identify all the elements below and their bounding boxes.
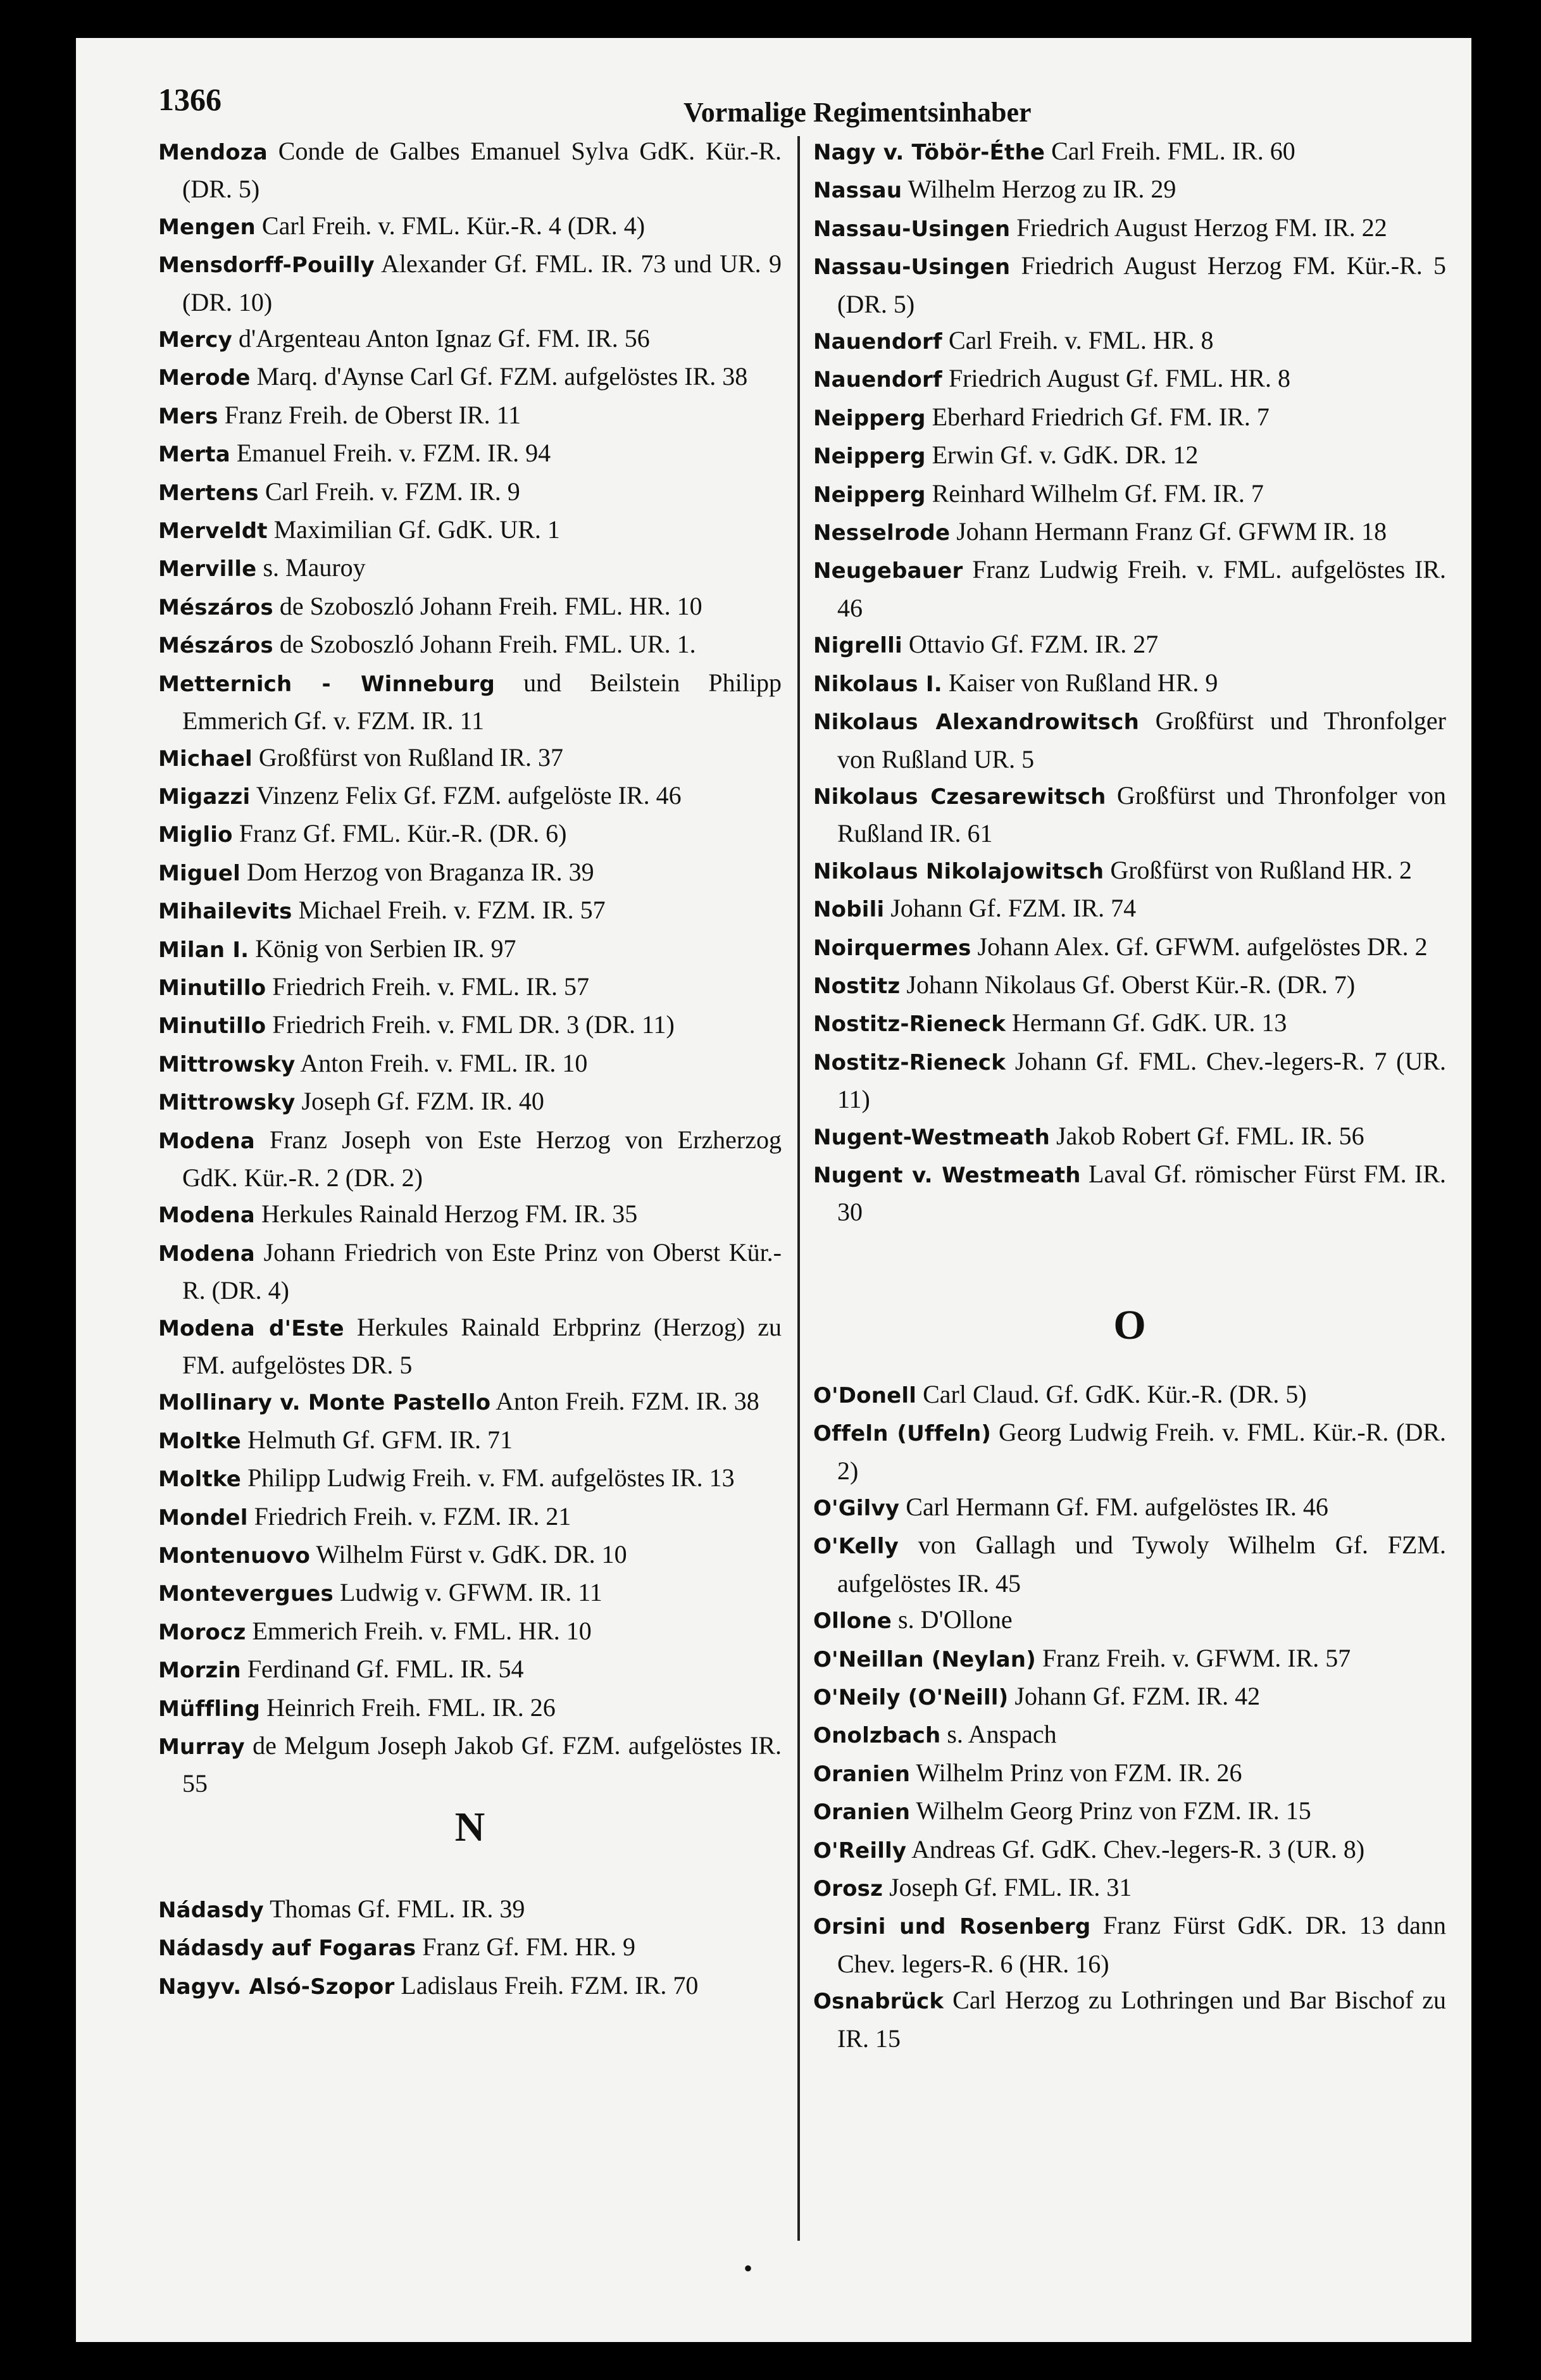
entry-headword: O'Neily (O'Neill): [813, 1685, 1009, 1711]
register-entry: [158, 1967, 782, 2005]
entry-headword: Merode: [158, 365, 251, 391]
entry-headword: Nobili: [813, 897, 885, 923]
register-entry: [158, 549, 782, 587]
entry-headword: Morocz: [158, 1619, 246, 1645]
entry-headword: Mészáros: [158, 594, 273, 620]
entry-headword: Merville: [158, 556, 257, 582]
register-entry: [813, 247, 1446, 322]
entry-text: Vinzenz Felix Gf. FZM. aufgelöste IR. 46: [256, 780, 682, 810]
register-entry: [813, 322, 1446, 360]
entry-text: Herkules Rainald Erbprinz (Herzog) zu FM. aufgelöstes DR. 5: [182, 1312, 782, 1379]
entry-text: Eberhard Friedrich Gf. FM. IR. 7: [932, 402, 1270, 431]
entry-headword: Michael: [158, 746, 253, 772]
entry-text: Franz Joseph von Este Herzog von Erzherzog GdK. Kür.-R. 2 (DR. 2): [182, 1125, 782, 1192]
register-entry: [158, 208, 782, 246]
register-entry: [158, 1651, 782, 1689]
entry-text: Thomas Gf. FML. IR. 39: [270, 1894, 525, 1923]
entry-text: Ludwig v. GFWM. IR. 11: [339, 1578, 602, 1607]
register-entry: [813, 626, 1446, 664]
left-column: [158, 133, 782, 2005]
register-entry: [158, 854, 782, 892]
register-entry: [813, 1793, 1446, 1831]
entry-headword: Nugent v. Westmeath: [813, 1162, 1081, 1188]
right-column: [813, 133, 1446, 2057]
register-entry: [813, 1527, 1446, 1601]
entry-headword: Mittrowsky: [158, 1090, 296, 1116]
entry-text: Andreas Gf. GdK. Chev.-legers-R. 3 (UR. 8): [911, 1834, 1365, 1863]
register-entry: [158, 588, 782, 626]
entry-text: Georg Ludwig Freih. v. FML. Kür.-R. (DR. 2): [837, 1418, 1447, 1485]
entry-text: Alexander Gf. FML. IR. 73 und UR. 9 (DR. 10): [182, 249, 782, 316]
entries-m-list: [158, 133, 782, 1802]
entry-text: Friedrich Freih. v. FML. IR. 57: [272, 972, 589, 1001]
entry-text: Anton Freih. FZM. IR. 38: [496, 1387, 759, 1416]
entry-headword: Nikolaus Nikolajowitsch: [813, 858, 1104, 884]
entry-text: de Szoboszló Johann Freih. FML. UR. 1.: [279, 630, 696, 659]
entry-headword: Nostitz: [813, 973, 901, 999]
section-letter-n: N: [454, 1803, 485, 1850]
register-entry: [813, 475, 1446, 513]
register-entry: [158, 1045, 782, 1083]
entry-text: Wilhelm Fürst v. GdK. DR. 10: [316, 1540, 627, 1569]
entry-text: Erwin Gf. v. GdK. DR. 12: [932, 441, 1199, 470]
entry-headword: Nauendorf: [813, 329, 942, 355]
register-entry: [158, 133, 782, 208]
register-entry: [813, 1043, 1446, 1118]
register-entry: [158, 626, 782, 664]
register-entry: [813, 1755, 1446, 1793]
entry-text: Marq. d'Aynse Carl Gf. FZM. aufgelöstes IR. 38: [256, 362, 748, 391]
entry-text: Philipp Ludwig Freih. v. FM. aufgelöstes IR. 13: [247, 1463, 735, 1493]
running-head: Vormalige Regimentsinhaber: [683, 97, 1032, 128]
register-entry: [158, 739, 782, 777]
entry-headword: Mondel: [158, 1505, 248, 1531]
entry-headword: Montenuovo: [158, 1543, 310, 1569]
entry-text: Anton Freih. v. FML. IR. 10: [300, 1048, 588, 1077]
entry-text: Dom Herzog von Braganza IR. 39: [246, 857, 594, 886]
register-entry: [813, 890, 1446, 928]
register-entry: [158, 1727, 782, 1802]
entry-headword: Orosz: [813, 1876, 883, 1902]
entry-text: Großfürst und Thronfolger von Rußland UR. 5: [837, 706, 1447, 774]
register-entry: [813, 1716, 1446, 1754]
entry-headword: Modena: [158, 1241, 255, 1267]
entry-headword: Nassau: [813, 178, 902, 204]
register-entry: [158, 1613, 782, 1651]
register-entry: [158, 1929, 782, 1967]
entry-text: Hermann Gf. GdK. UR. 13: [1012, 1008, 1287, 1037]
entry-text: Joseph Gf. FML. IR. 31: [889, 1873, 1132, 1902]
entry-text: Ottavio Gf. FZM. IR. 27: [908, 630, 1159, 659]
entry-text: Carl Freih. v. FML. HR. 8: [948, 326, 1214, 355]
entry-headword: Metternich - Winneburg: [158, 671, 496, 697]
entry-headword: Neugebauer: [813, 558, 963, 584]
entry-text: de Szoboszló Johann Freih. FML. HR. 10: [279, 591, 702, 620]
entry-headword: Nassau-Usingen: [813, 254, 1011, 280]
entry-headword: Nagy v. Töbör-Éthe: [813, 140, 1045, 165]
entry-headword: O'Reilly: [813, 1838, 907, 1863]
entry-headword: Onolzbach: [813, 1723, 941, 1749]
entry-text: Wilhelm Prinz von FZM. IR. 26: [916, 1758, 1242, 1787]
register-entry: [813, 1831, 1446, 1869]
entry-text: Johann Nikolaus Gf. Oberst Kür.-R. (DR. 7): [906, 970, 1356, 999]
register-entry: [158, 511, 782, 549]
entry-headword: Ollone: [813, 1608, 892, 1634]
register-entry: [158, 665, 782, 739]
entry-headword: Mittrowsky: [158, 1051, 296, 1077]
entry-headword: Mertens: [158, 480, 259, 506]
register-entry: [158, 397, 782, 435]
entry-text: Michael Freih. v. FZM. IR. 57: [298, 896, 606, 925]
entry-text: Carl Freih. v. FML. Kür.-R. 4 (DR. 4): [261, 211, 646, 240]
register-entry: [813, 967, 1446, 1005]
register-entry: [158, 1309, 782, 1384]
entry-text: s. D'Ollone: [898, 1605, 1013, 1634]
entry-headword: Milan I.: [158, 937, 249, 963]
register-entry: [158, 1196, 782, 1234]
register-entry: [158, 968, 782, 1006]
entry-text: Emanuel Freih. v. FZM. IR. 94: [236, 439, 551, 468]
entry-text: Reinhard Wilhelm Gf. FM. IR. 7: [932, 479, 1264, 508]
entry-headword: Neipperg: [813, 482, 926, 508]
entry-text: Franz Gf. FML. Kür.-R. (DR. 6): [239, 819, 567, 848]
register-entry: [813, 929, 1446, 967]
register-entry: [158, 1122, 782, 1196]
entry-headword: Müffling: [158, 1696, 261, 1722]
entry-headword: Mengen: [158, 214, 256, 240]
entry-text: Großfürst von Rußland IR. 37: [258, 742, 563, 772]
column-divider: [797, 136, 800, 2241]
register-entry: [158, 1891, 782, 1929]
entry-headword: Modena: [158, 1203, 255, 1229]
register-entry: [813, 1869, 1446, 1907]
entry-headword: Merveldt: [158, 518, 268, 544]
entry-headword: Nassau-Usingen: [813, 216, 1011, 242]
register-entry: [813, 1489, 1446, 1527]
entry-headword: Merta: [158, 442, 230, 468]
entry-text: d'Argenteau Anton Ignaz Gf. FM. IR. 56: [238, 324, 650, 353]
book-page: [76, 38, 1471, 2342]
entry-text: Franz Freih. de Oberst IR. 11: [224, 400, 521, 429]
entry-headword: Moltke: [158, 1467, 242, 1493]
entry-headword: Neipperg: [813, 405, 926, 431]
register-entry: [158, 1498, 782, 1536]
entry-text: Franz Fürst GdK. DR. 13 dann Chev. legers-R. 6 (HR. 16): [837, 1911, 1446, 1978]
entry-headword: Miglio: [158, 822, 233, 848]
entry-text: Carl Herzog zu Lothringen und Bar Bischof zu IR. 15: [837, 1986, 1447, 2053]
register-entry: [813, 1414, 1446, 1489]
entry-text: Friedrich Freih. v. FZM. IR. 21: [254, 1501, 571, 1531]
section-letter-o: O: [1113, 1301, 1146, 1348]
entry-text: de Melgum Joseph Jakob Gf. FZM. aufgelöstes IR. 55: [182, 1731, 782, 1798]
register-entry: [158, 815, 782, 853]
entry-text: Herkules Rainald Herzog FM. IR. 35: [261, 1199, 638, 1229]
register-entry: [158, 1536, 782, 1574]
entry-headword: Migazzi: [158, 784, 251, 810]
register-entry: [158, 892, 782, 930]
entry-headword: Nikolaus I.: [813, 671, 942, 697]
entry-headword: Mollinary v. Monte Pastello: [158, 1390, 491, 1416]
entry-text: Ferdinand Gf. FML. IR. 54: [247, 1655, 524, 1684]
entry-headword: Nagyv. Alsó-Szopor: [158, 1974, 395, 2000]
footer-mark: •: [744, 2254, 753, 2283]
register-entry: [813, 437, 1446, 475]
entry-text: Friedrich August Herzog FM. IR. 22: [1016, 213, 1387, 242]
entry-headword: Mészáros: [158, 633, 273, 659]
entry-text: Laval Gf. römischer Fürst FM. IR. 30: [837, 1159, 1446, 1227]
register-entry: [813, 551, 1446, 626]
entry-text: Friedrich Freih. v. FML DR. 3 (DR. 11): [272, 1010, 675, 1039]
register-entry: [158, 1689, 782, 1727]
register-entry: [158, 320, 782, 358]
entry-text: Johann Friedrich von Este Prinz von Oberst Kür.-R. (DR. 4): [182, 1237, 782, 1305]
entry-headword: Mers: [158, 403, 218, 429]
entry-headword: Nádasdy: [158, 1897, 264, 1923]
entry-headword: Nikolaus Czesarewitsch: [813, 784, 1106, 810]
entry-text: Wilhelm Georg Prinz von FZM. IR. 15: [916, 1796, 1311, 1826]
register-entry: [158, 1383, 782, 1421]
register-entry: [158, 358, 782, 396]
entry-headword: Mercy: [158, 327, 232, 353]
entry-headword: Orsini und Rosenberg: [813, 1914, 1091, 1940]
entry-headword: O'Neillan (Neylan): [813, 1646, 1036, 1672]
entry-headword: Oranien: [813, 1800, 911, 1826]
entry-headword: Morzin: [158, 1658, 241, 1684]
entry-text: s. Mauroy: [263, 553, 366, 582]
entry-text: Friedrich August Herzog FM. Kür.-R. 5 (DR. 5): [837, 251, 1447, 318]
entry-headword: Nugent-Westmeath: [813, 1124, 1051, 1150]
register-entry: [813, 777, 1446, 852]
entry-text: und Beilstein Philipp Emmerich Gf. v. FZM. IR. 11: [182, 668, 782, 736]
register-entry: [158, 1083, 782, 1121]
entry-text: Franz Gf. FM. HR. 9: [422, 1932, 635, 1962]
entry-headword: O'Donell: [813, 1382, 917, 1408]
register-entry: [158, 1574, 782, 1612]
register-entry: [158, 1006, 782, 1044]
entry-text: von Gallagh und Tywoly Wilhelm Gf. FZM. aufgelöstes IR. 45: [837, 1531, 1446, 1598]
entry-text: Johann Gf. FML. Chev.-legers-R. 7 (UR. 11): [837, 1046, 1447, 1114]
entry-text: Johann Gf. FZM. IR. 74: [890, 894, 1137, 923]
register-entry: [813, 399, 1446, 437]
entry-headword: Montevergues: [158, 1581, 334, 1607]
entry-headword: Nauendorf: [813, 367, 942, 393]
entry-text: Helmuth Gf. GFM. IR. 71: [247, 1425, 513, 1454]
entry-headword: Moltke: [158, 1428, 242, 1454]
register-entry: [813, 210, 1446, 247]
register-entry: [158, 930, 782, 968]
register-entry: [813, 1005, 1446, 1043]
entry-text: Carl Claud. Gf. GdK. Kür.-R. (DR. 5): [923, 1379, 1307, 1408]
entry-headword: Nesselrode: [813, 520, 951, 546]
entry-text: s. Anspach: [947, 1720, 1057, 1749]
register-entry: [813, 1118, 1446, 1156]
register-entry: [813, 1907, 1446, 1982]
entry-headword: Minutillo: [158, 1013, 266, 1039]
entry-text: Emmerich Freih. v. FML. HR. 10: [252, 1616, 592, 1645]
entry-text: Carl Freih. FML. IR. 60: [1051, 137, 1295, 165]
entry-text: Johann Hermann Franz Gf. GFWM IR. 18: [956, 517, 1387, 546]
entry-text: Großfürst von Rußland HR. 2: [1110, 855, 1412, 884]
entry-text: Friedrich August Gf. FML. HR. 8: [948, 364, 1290, 393]
entry-text: Carl Freih. v. FZM. IR. 9: [265, 477, 520, 506]
entry-text: Ladislaus Freih. FZM. IR. 70: [401, 1970, 699, 2000]
entry-headword: Oranien: [813, 1761, 911, 1787]
register-entry: [158, 246, 782, 320]
entry-text: Joseph Gf. FZM. IR. 40: [301, 1087, 544, 1116]
entry-headword: Nostitz-Rieneck: [813, 1012, 1006, 1037]
entry-text: Johann Gf. FZM. IR. 42: [1014, 1682, 1261, 1711]
register-entry: [813, 133, 1446, 171]
entry-text: Franz Freih. v. GFWM. IR. 57: [1042, 1643, 1351, 1672]
register-entry: [813, 360, 1446, 398]
entry-headword: Nigrelli: [813, 633, 902, 659]
entry-text: Kaiser von Rußland HR. 9: [948, 668, 1218, 697]
register-entry: [158, 1234, 782, 1309]
entry-text: Jakob Robert Gf. FML. IR. 56: [1056, 1121, 1364, 1150]
entry-headword: O'Kelly: [813, 1534, 899, 1560]
register-entry: [813, 171, 1446, 209]
entry-text: Conde de Galbes Emanuel Sylva GdK. Kür.-R. (DR. 5): [182, 137, 782, 204]
entry-text: Wilhelm Herzog zu IR. 29: [908, 175, 1176, 204]
register-entry: [813, 1376, 1446, 1414]
entry-headword: Murray: [158, 1734, 245, 1760]
entry-headword: Minutillo: [158, 975, 266, 1001]
entry-text: Franz Ludwig Freih. v. FML. aufgelöstes IR. 46: [837, 555, 1447, 622]
entry-text: Maximilian Gf. GdK. UR. 1: [273, 515, 560, 544]
register-entry: [158, 435, 782, 473]
entry-text: Großfürst und Thronfolger von Rußland IR. 61: [837, 780, 1446, 848]
entry-headword: Nádasdy auf Fogaras: [158, 1936, 416, 1962]
page-number: 1366: [158, 82, 221, 117]
entry-headword: Miguel: [158, 860, 240, 886]
entry-text: Carl Hermann Gf. FM. aufgelöstes IR. 46: [906, 1493, 1328, 1521]
entry-headword: Nikolaus Alexandrowitsch: [813, 710, 1139, 736]
register-entry: [813, 1982, 1446, 2057]
entries-n-continued-list: [813, 133, 1446, 1231]
entries-o-list: [813, 1376, 1446, 2057]
entry-headword: Nostitz-Rieneck: [813, 1049, 1006, 1075]
entry-headword: Neipperg: [813, 444, 926, 470]
entry-text: König von Serbien IR. 97: [255, 934, 516, 963]
entry-text: Johann Alex. Gf. GFWM. aufgelöstes DR. 2: [977, 932, 1428, 961]
register-entry: [813, 1601, 1446, 1639]
entry-headword: Mendoza: [158, 140, 268, 165]
entry-headword: Mihailevits: [158, 899, 292, 925]
entry-headword: Mensdorff-Pouilly: [158, 253, 375, 279]
register-entry: [158, 1460, 782, 1498]
entry-headword: Osnabrück: [813, 1989, 944, 2015]
entry-headword: Noirquermes: [813, 935, 971, 961]
entry-headword: O'Gilvy: [813, 1496, 900, 1521]
register-entry: [813, 513, 1446, 551]
register-entry: [813, 852, 1446, 890]
register-entry: [813, 1640, 1446, 1678]
register-entry: [813, 703, 1446, 777]
register-entry: [813, 665, 1446, 703]
entry-text: Heinrich Freih. FML. IR. 26: [266, 1693, 556, 1722]
register-entry: [158, 777, 782, 815]
entry-headword: Modena d'Este: [158, 1315, 344, 1341]
register-entry: [158, 473, 782, 511]
entry-headword: Modena: [158, 1128, 255, 1154]
register-entry: [813, 1156, 1446, 1231]
register-entry: [158, 1422, 782, 1460]
entries-n-list: [158, 1891, 782, 2005]
entry-headword: Offeln (Uffeln): [813, 1421, 992, 1447]
register-entry: [813, 1678, 1446, 1716]
